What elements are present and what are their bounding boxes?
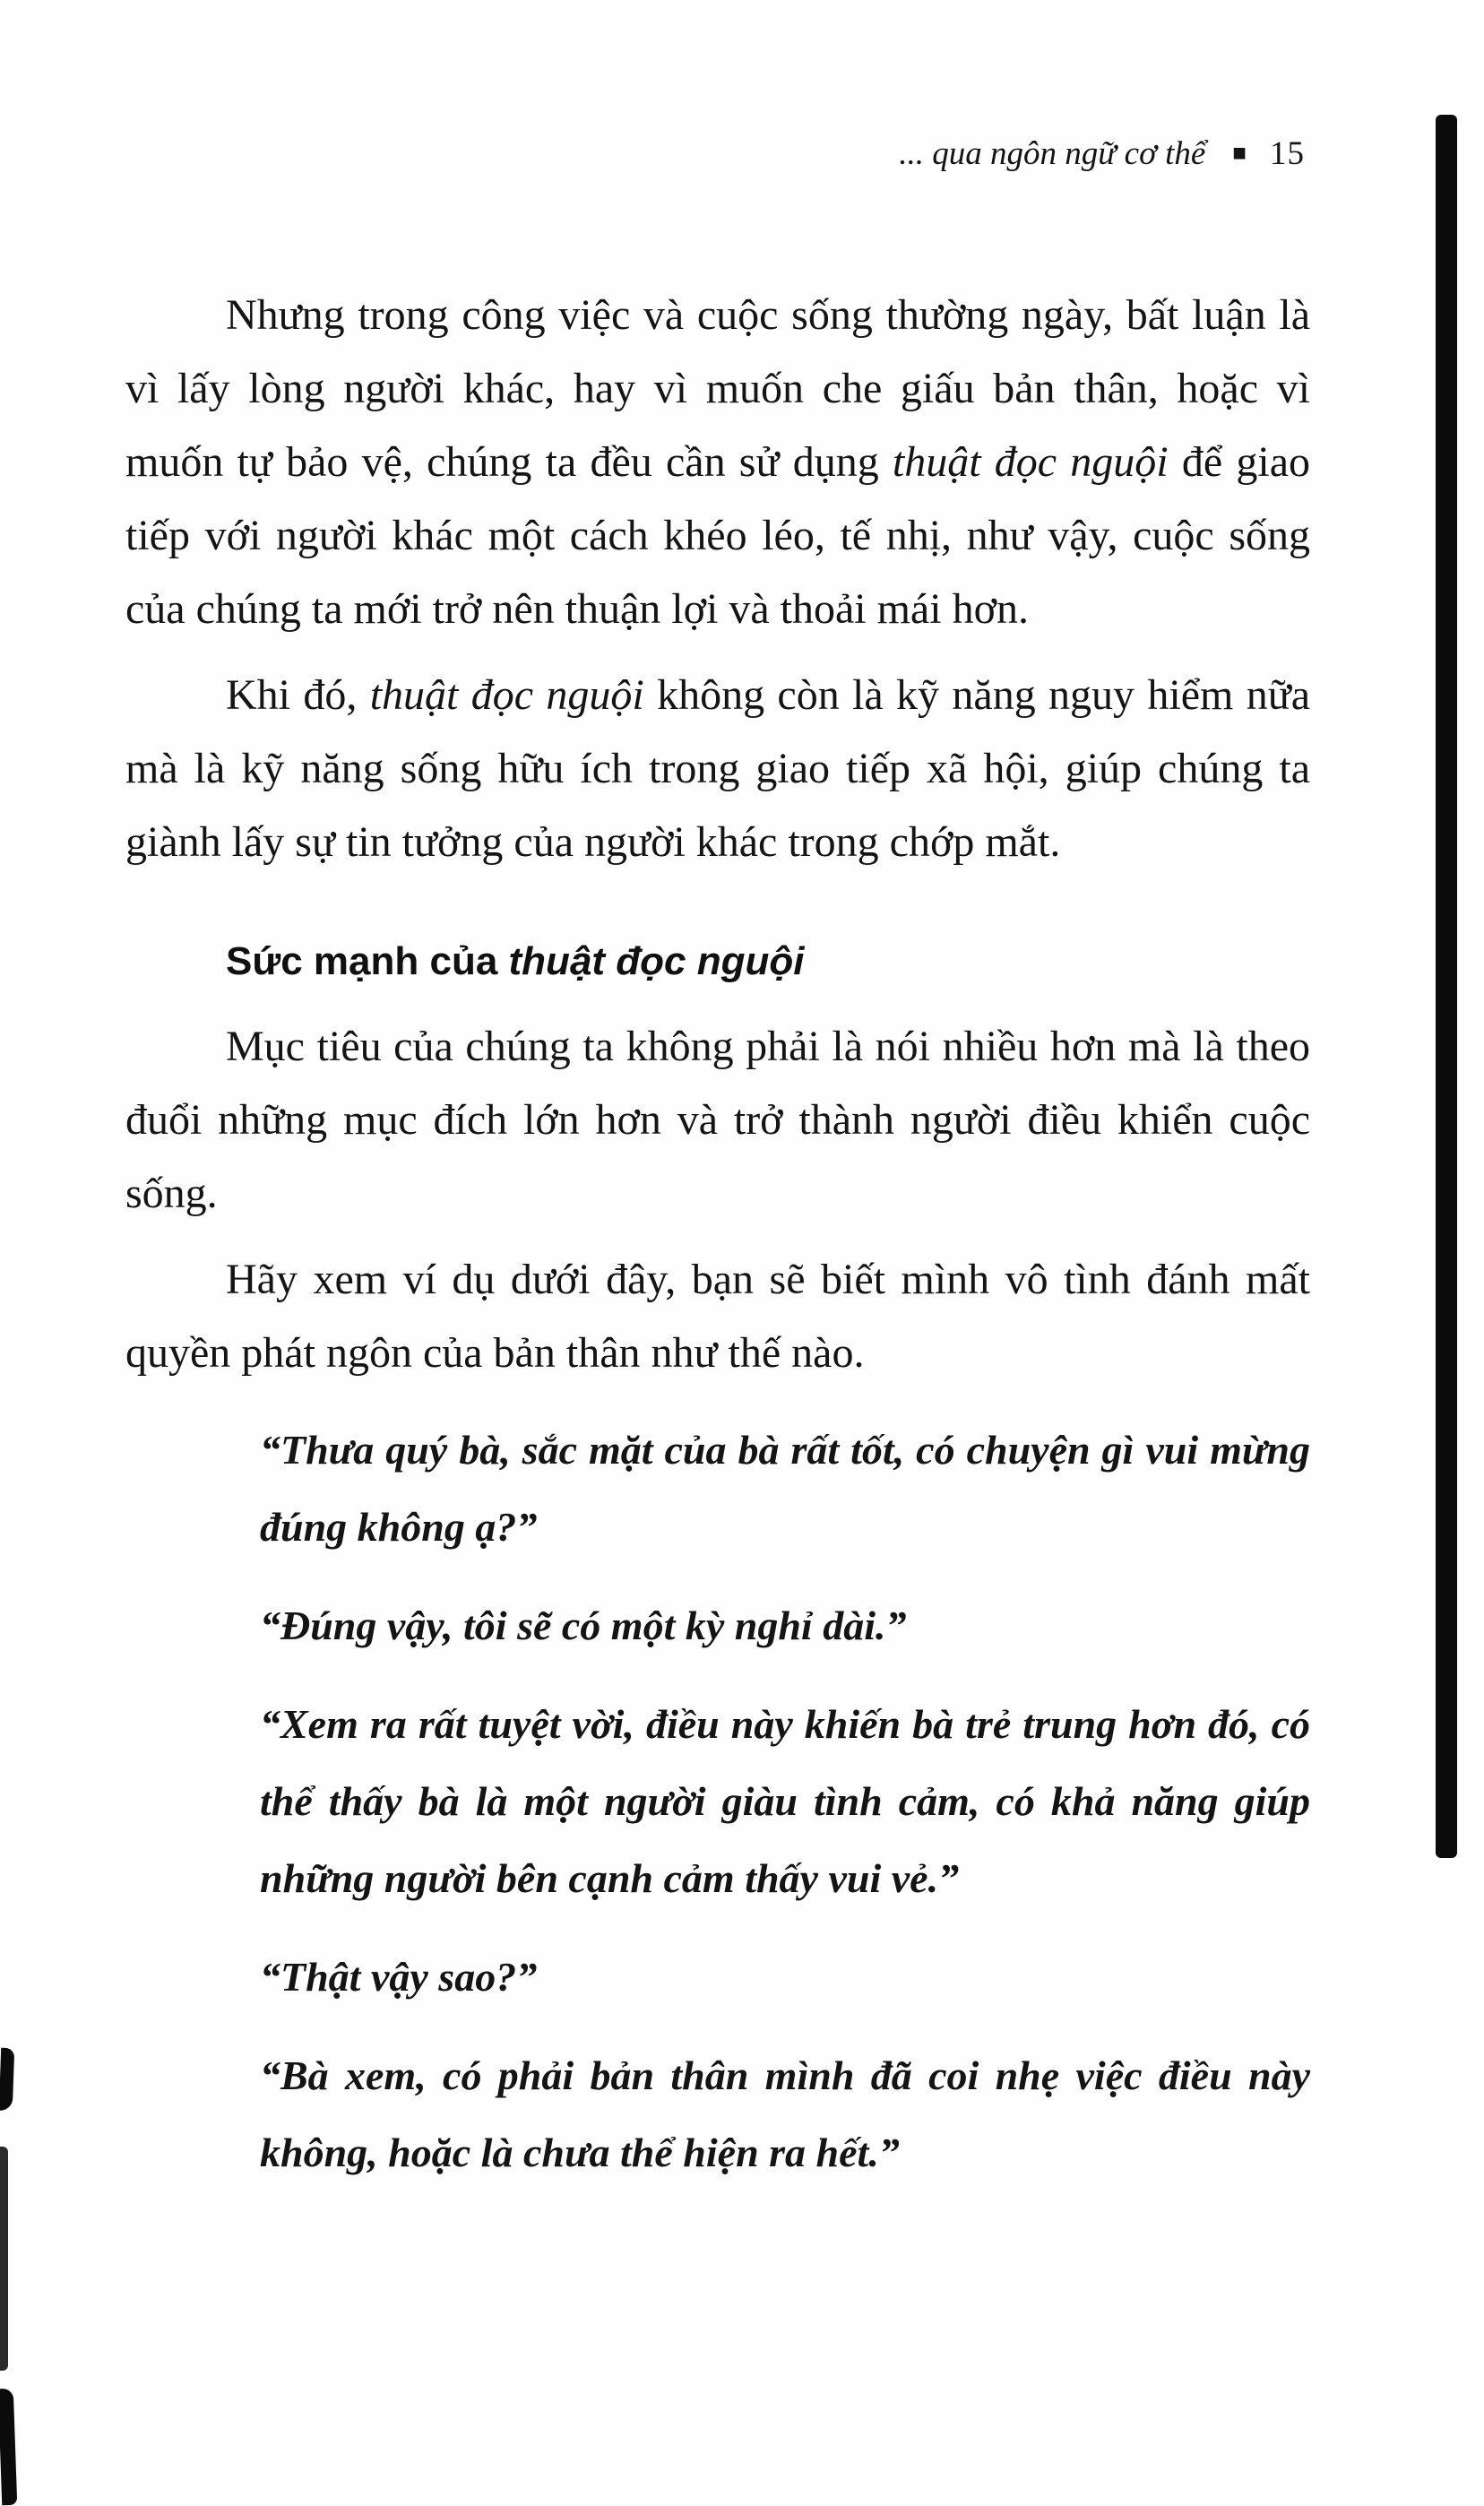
scan-artifact-left-smudge (0, 2147, 8, 2371)
dialogue-quote-5: “Bà xem, có phải bản thân mình đã coi nhẹ việc điều này không, hoặc là chưa thể hiện ra hết.” (260, 2052, 1310, 2175)
section-heading (226, 937, 1310, 987)
header-square-icon: ■ (1232, 140, 1247, 166)
running-title: ... qua ngôn ngữ cơ thể (899, 135, 1206, 172)
section-heading-text: Sức mạnh của (226, 939, 509, 983)
paragraph-3: Mục tiêu của chúng ta không phải là nói nhiều hơn mà là theo đuổi những mục đích lớn hơn và trở thành người điều khiển cuộc sống. (125, 1023, 1310, 1217)
paragraph-4: Hãy xem ví dụ dưới đây, bạn sẽ biết mình vô tình đánh mất quyền phát ngôn của bản thân như thế nào. (125, 1256, 1310, 1377)
scan-artifact-right-bar (1436, 115, 1457, 1858)
paragraph-2 (125, 659, 1310, 879)
scan-artifact-left-smudge (0, 2389, 17, 2506)
page-number: 15 (1270, 135, 1305, 172)
dialogue-quote-3: “Xem ra rất tuyệt vời, điều này khiến bà trẻ trung hơn đó, có thể thấy bà là một người giàu tình cảm, có khả năng giúp những người bên cạnh cảm thấy vui vẻ.” (260, 1701, 1310, 1901)
paragraph-1-text: Nhưng trong công việc và cuộc sống thường ngày, bất luận là vì lấy lòng người khác, hay vì muốn che giấu bản thân, hoặc vì muốn tự bảo vệ, chúng ta đều cần sử dụng (125, 291, 1310, 486)
dialogue-quote-1: “Thưa quý bà, sắc mặt của bà rất tốt, có chuyện gì vui mừng đúng không ạ?” (260, 1427, 1310, 1550)
paragraph-2-text-cont: không còn là kỹ năng nguy hiểm nữa mà là kỹ năng sống hữu ích trong giao tiếp xã hội, giúp chúng ta giành lấy sự tin tưởng của người khác trong chớp mắt. (125, 671, 1311, 866)
section-heading-italic-term: thuật đọc nguội (508, 939, 805, 983)
paragraph-2-text: Khi đó, (226, 671, 370, 719)
page-header (125, 134, 1310, 173)
paragraph-1 (125, 279, 1310, 646)
paragraph-2-italic-term: thuật đọc nguội (369, 671, 644, 719)
text-block (125, 134, 1310, 2191)
dialogue-quote-4: “Thật vậy sao?” (260, 1954, 538, 2000)
dialogue-quote-2: “Đúng vậy, tôi sẽ có một kỳ nghỉ dài.” (260, 1603, 907, 1648)
paragraph-1-text-cont: để giao tiếp với người khác một cách khéo léo, tế nhị, như vậy, cuộc sống của chúng ta mới trở nên thuận lợi và thoải mái hơn. (125, 438, 1310, 633)
scan-artifact-left-smudge (0, 2048, 14, 2111)
paragraph-1-italic-term: thuật đọc nguội (892, 438, 1169, 486)
